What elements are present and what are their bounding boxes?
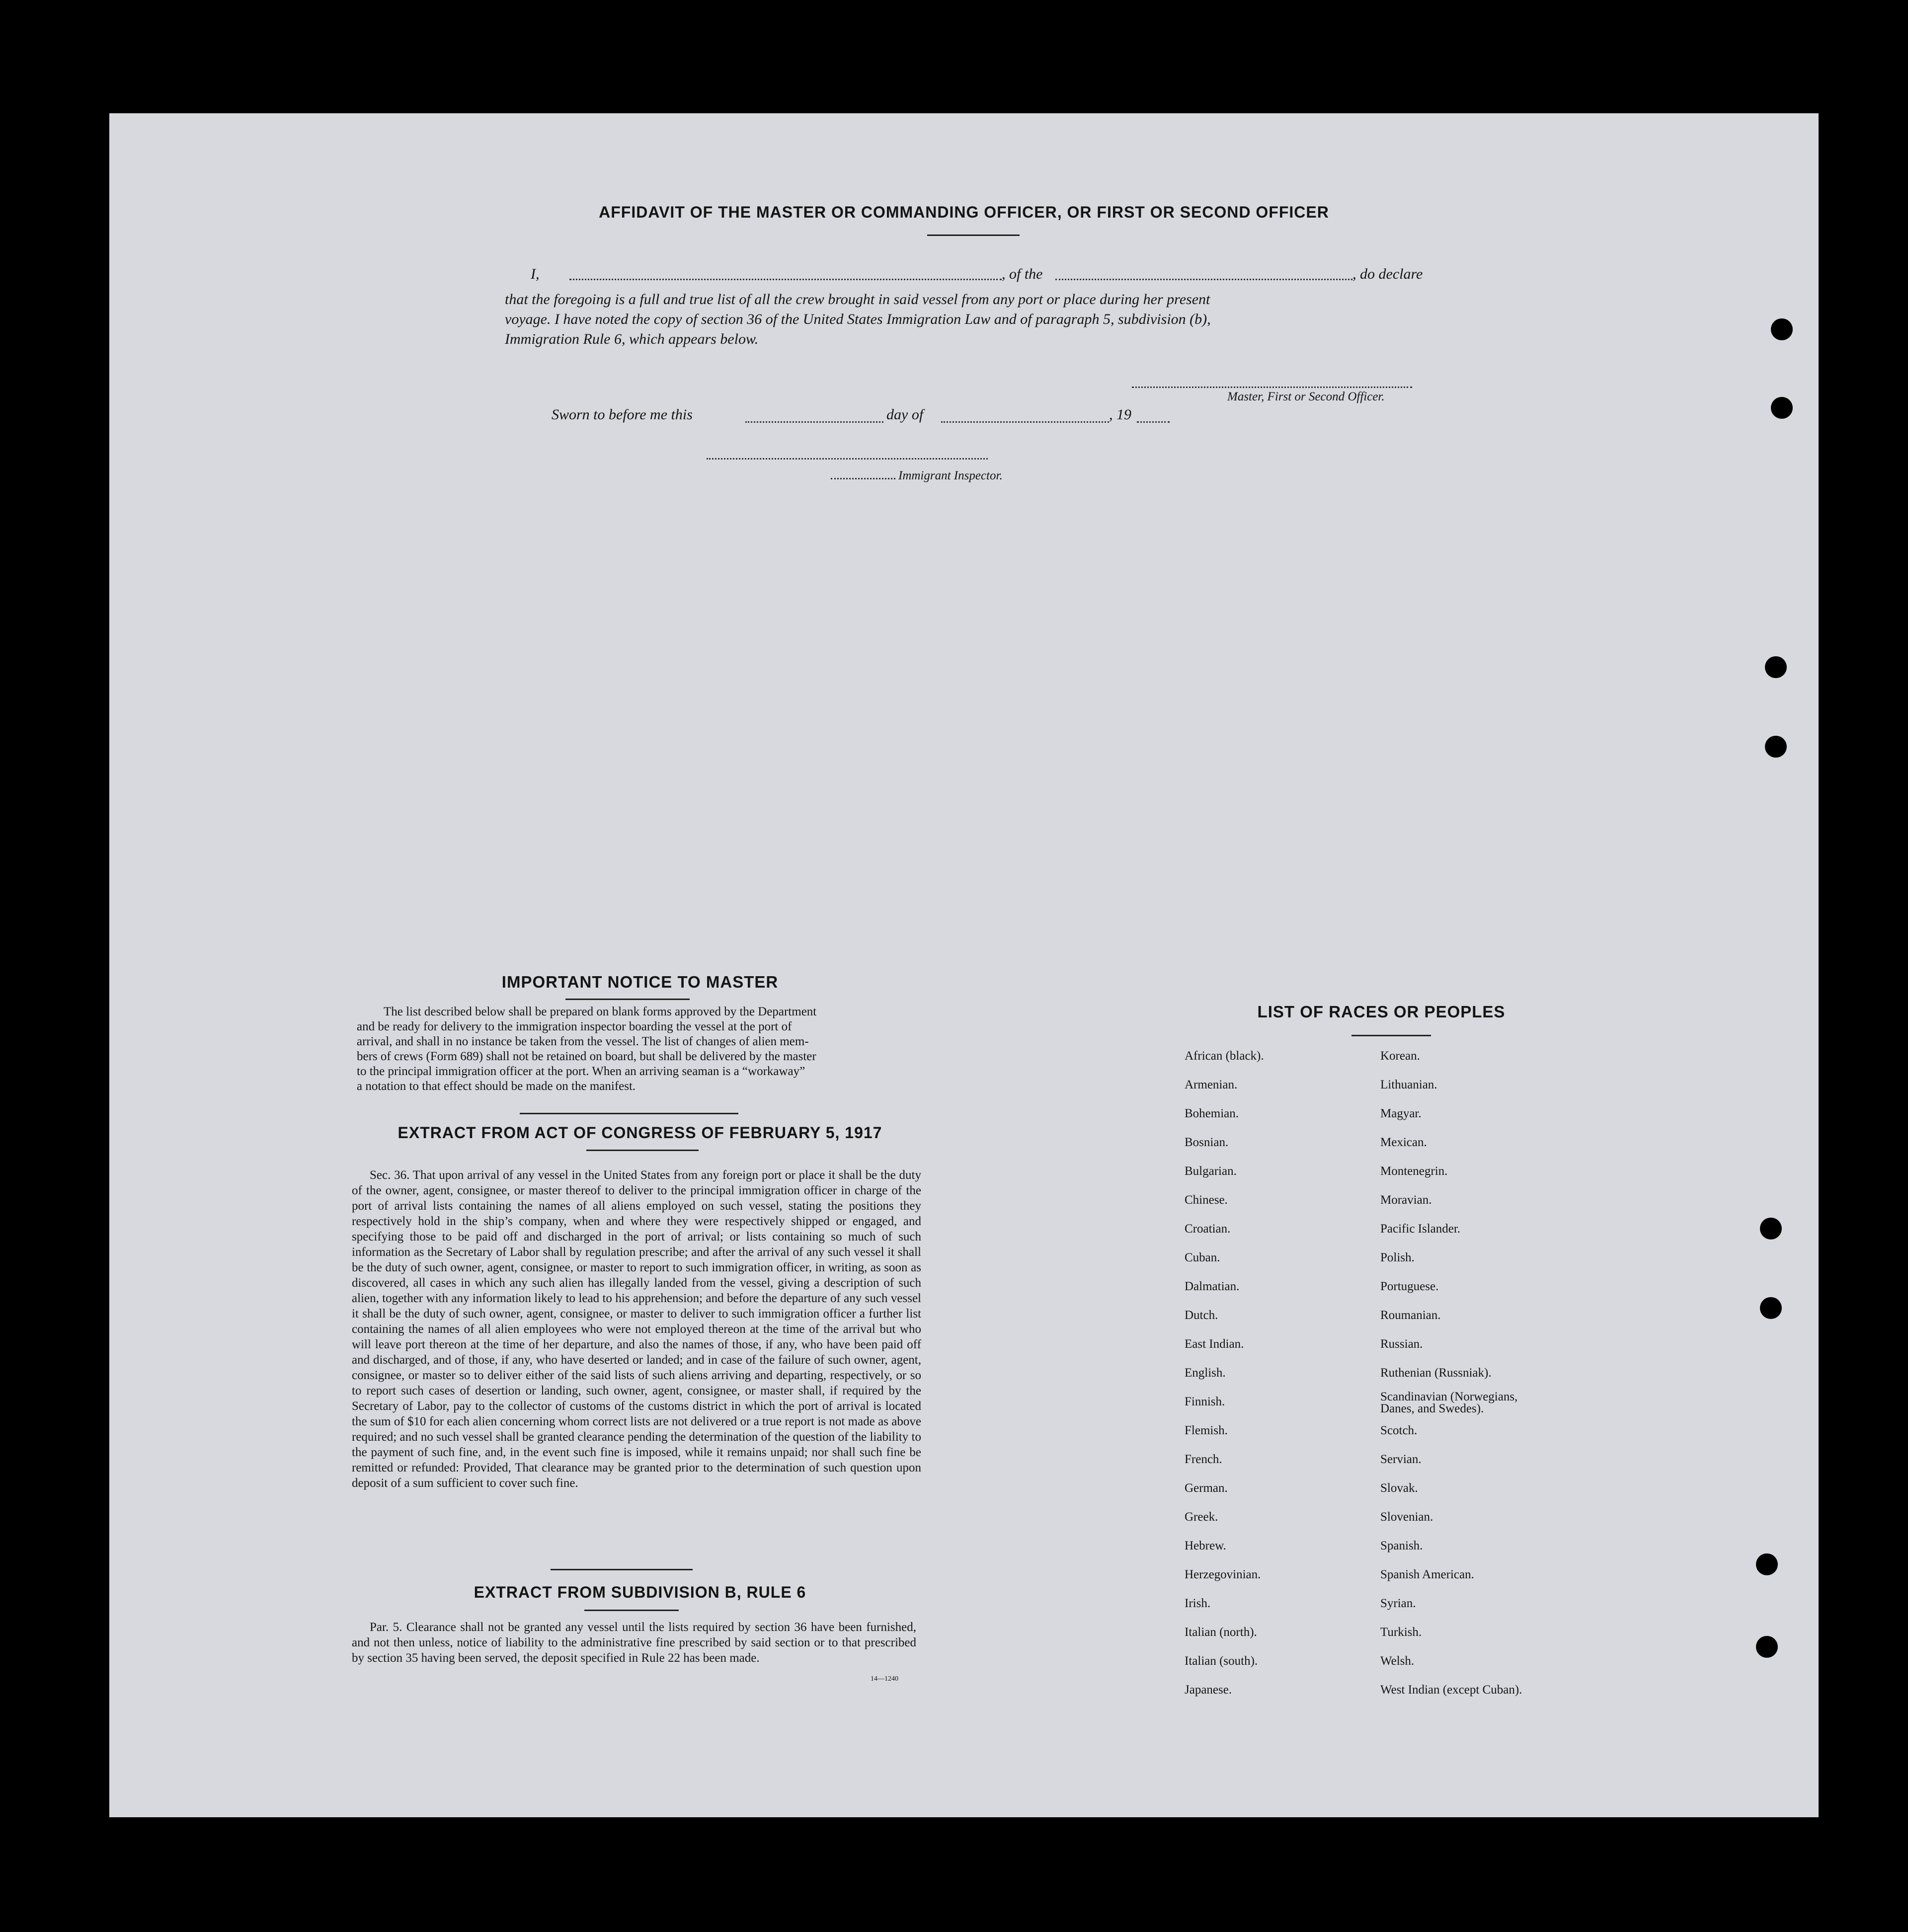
binder-hole — [1771, 397, 1793, 419]
notice-line: to the principal immigration officer at the port. When an arriving seaman is a “workaway” — [357, 1065, 805, 1078]
race-item: Mexican. — [1380, 1136, 1427, 1149]
binder-hole — [1771, 318, 1793, 340]
section-divider — [520, 1113, 738, 1114]
notice-line: and be ready for delivery to the immigration inspector boarding the vessel at the port of — [357, 1020, 792, 1033]
year-label: , 19 — [1109, 406, 1131, 423]
form-number: 14—1240 — [871, 1675, 898, 1683]
section-divider — [551, 1569, 693, 1570]
race-item: Scandinavian (Norwegians, Danes, and Swedes). — [1380, 1390, 1518, 1415]
inspector-label: Immigrant Inspector. — [898, 469, 1003, 482]
race-item: Portuguese. — [1380, 1280, 1439, 1293]
vessel-blank — [1055, 279, 1352, 280]
extract-rule-text — [352, 1620, 916, 1666]
race-item: Flemish. — [1185, 1424, 1228, 1437]
race-item: Spanish. — [1380, 1539, 1423, 1552]
race-item: Slovenian. — [1380, 1510, 1433, 1524]
race-item: Finnish. — [1185, 1395, 1225, 1408]
race-item: Turkish. — [1380, 1625, 1422, 1639]
extract-rule-underline — [584, 1610, 679, 1611]
race-item: Roumanian. — [1380, 1309, 1441, 1322]
race-item: Dalmatian. — [1185, 1280, 1240, 1293]
notice-line: a notation to that effect should be made on the manifest. — [357, 1080, 636, 1093]
name-blank — [569, 279, 1002, 280]
binder-hole — [1756, 1553, 1778, 1575]
race-item: Hebrew. — [1185, 1539, 1226, 1552]
binder-hole — [1765, 736, 1787, 758]
document-page — [109, 113, 1819, 1817]
races-title-underline — [1352, 1035, 1431, 1036]
race-item: Irish. — [1185, 1597, 1211, 1610]
affidavit-body-line-1: that the foregoing is a full and true list of all the crew brought in said vessel from any port or place during her present — [505, 291, 1210, 308]
race-item: Lithuanian. — [1380, 1078, 1437, 1091]
race-item: Italian (north). — [1185, 1625, 1257, 1639]
race-item: Magyar. — [1380, 1107, 1422, 1120]
binder-hole — [1765, 656, 1787, 678]
race-item: West Indian (except Cuban). — [1380, 1683, 1522, 1697]
race-item: East Indian. — [1185, 1337, 1244, 1351]
race-item: Polish. — [1380, 1251, 1415, 1264]
extract-act-text — [352, 1167, 921, 1491]
section-36-paragraph: Sec. 36. That upon arrival of any vessel in the United States from any foreign port or place it shall be the duty of the owner, agent, consignee, or master thereof to deliver to the principal immigration officer in charge of the port of arrival lists containing the names of all aliens employed on such vessel, stating the positions they respectively hold in the ship’s company, when and where they were respectively shipped or engaged, and specifying those to be paid off and discharged in the port of arrival; or lists containing so much of such information as the Secretary of Labor shall by regulation prescribe; and after the arrival of any such vessel it shall be the duty of such owner, agent, consignee, or master to report to such immigration officer, in writing, as soon as discovered, all cases in which any such alien has illegally landed from the vessel, giving a description of such alien, together with any information likely to lead to his apprehension; and before the departure of any such vessel it shall be the duty of such owner, agent, consignee, or master to deliver to such immigration officer a further list containing the names of all alien employees who were not employed thereon at the time of the arrival but who will leave port thereon at the time of her departure, and also the names of those, if any, who have been paid off and discharged, and of those, if any, who have deserted or landed; and in case of the failure of such owner, agent, consignee, or master so to deliver either of the said lists of such aliens arriving and departing, respectively, or so to report such cases of desertion or landing, such owner, agent, consignee, or master shall, if required by the Secretary of Labor, pay to the collector of customs of the customs district in which the port of arrival is located the sum of $10 for each alien concerning whom correct lists are not delivered or a true report is not made as above required; and no such vessel shall be granted clearance pending the determination of the question of the liability to the payment of such fine, and, in the event such fine is imposed, while it remains unpaid; nor shall such fine be remitted or refunded: Provided, That clearance may be granted prior to the determination of such question upon deposit of a sum sufficient to cover such fine. — [352, 1168, 921, 1490]
race-item: German. — [1185, 1481, 1228, 1495]
race-item: Bosnian. — [1185, 1136, 1229, 1149]
race-item: Italian (south). — [1185, 1654, 1258, 1668]
sworn-label: Sworn to before me this — [552, 406, 693, 423]
extract-rule-title: EXTRACT FROM SUBDIVISION B, RULE 6 — [474, 1583, 806, 1601]
day-of-label: day of — [886, 406, 924, 423]
race-item: Slovak. — [1380, 1481, 1418, 1495]
race-item: Moravian. — [1380, 1193, 1432, 1207]
affidavit-title: AFFIDAVIT OF THE MASTER OR COMMANDING OFFICER, OR FIRST OR SECOND OFFICER — [599, 203, 1329, 221]
notice-line: arrival, and shall in no instance be taken from the vessel. The list of changes of alien mem- — [357, 1035, 809, 1048]
sworn-day-blank — [745, 421, 883, 423]
affidavit-i-label: I, — [531, 266, 540, 282]
notice-title-underline — [565, 999, 690, 1000]
race-item: French. — [1185, 1453, 1222, 1466]
race-item: Greek. — [1185, 1510, 1218, 1524]
master-signature-line — [1132, 386, 1412, 388]
race-item: Bulgarian. — [1185, 1164, 1237, 1178]
sworn-month-blank — [941, 421, 1109, 423]
notice-text — [357, 1005, 923, 1094]
race-item: Ruthenian (Russniak). — [1380, 1366, 1492, 1380]
race-item: Montenegrin. — [1380, 1164, 1448, 1178]
paragraph-5: Par. 5. Clearance shall not be granted any vessel until the lists required by section 36 have been furnished, and not then unless, notice of liability to the administrative fine prescribed by said section or to that prescribed by section 35 having been served, the deposit specified in Rule 22 has been made. — [352, 1621, 916, 1665]
title-underline — [927, 234, 1020, 236]
race-item: Korean. — [1380, 1049, 1420, 1063]
race-item: Servian. — [1380, 1453, 1422, 1466]
of-the-label: , of the — [1002, 266, 1043, 282]
notice-title: IMPORTANT NOTICE TO MASTER — [501, 973, 779, 991]
extract-act-title: EXTRACT FROM ACT OF CONGRESS OF FEBRUARY 5, 1917 — [398, 1124, 882, 1142]
race-item: Bohemian. — [1185, 1107, 1239, 1120]
race-item: Japanese. — [1185, 1683, 1232, 1697]
race-item: Syrian. — [1380, 1597, 1416, 1610]
race-item: African (black). — [1185, 1049, 1264, 1063]
affidavit-body-line-2: voyage. I have noted the copy of section 36 of the United States Immigration Law and of paragraph 5, subdivision (b), — [505, 311, 1211, 327]
sworn-year-blank — [1137, 421, 1170, 423]
race-item: English. — [1185, 1366, 1226, 1380]
do-declare-label: , do declare — [1352, 266, 1423, 282]
inspector-signature-line — [707, 458, 988, 460]
master-signature-label: Master, First or Second Officer. — [1227, 390, 1385, 403]
race-item: Chinese. — [1185, 1193, 1228, 1207]
notice-line: bers of crews (Form 689) shall not be retained on board, but shall be delivered by the master — [357, 1050, 816, 1063]
race-item: Pacific Islander. — [1380, 1222, 1461, 1236]
race-item: Herzegovinian. — [1185, 1568, 1261, 1581]
race-item: Spanish American. — [1380, 1568, 1474, 1581]
notice-line: The list described below shall be prepared on blank forms approved by the Department — [384, 1005, 817, 1018]
extract-act-underline — [586, 1150, 699, 1151]
binder-hole — [1760, 1218, 1782, 1239]
race-item: Scotch. — [1380, 1424, 1418, 1437]
race-item: Armenian. — [1185, 1078, 1238, 1091]
binder-hole — [1756, 1636, 1778, 1658]
race-item: Dutch. — [1185, 1309, 1218, 1322]
inspector-short-line — [831, 478, 895, 479]
race-item: Cuban. — [1185, 1251, 1220, 1264]
race-item: Russian. — [1380, 1337, 1423, 1351]
races-title: LIST OF RACES OR PEOPLES — [1257, 1003, 1506, 1021]
binder-hole — [1760, 1297, 1782, 1319]
race-item: Welsh. — [1380, 1654, 1415, 1668]
race-item: Croatian. — [1185, 1222, 1231, 1236]
affidavit-body-line-3: Immigration Rule 6, which appears below. — [505, 331, 759, 347]
